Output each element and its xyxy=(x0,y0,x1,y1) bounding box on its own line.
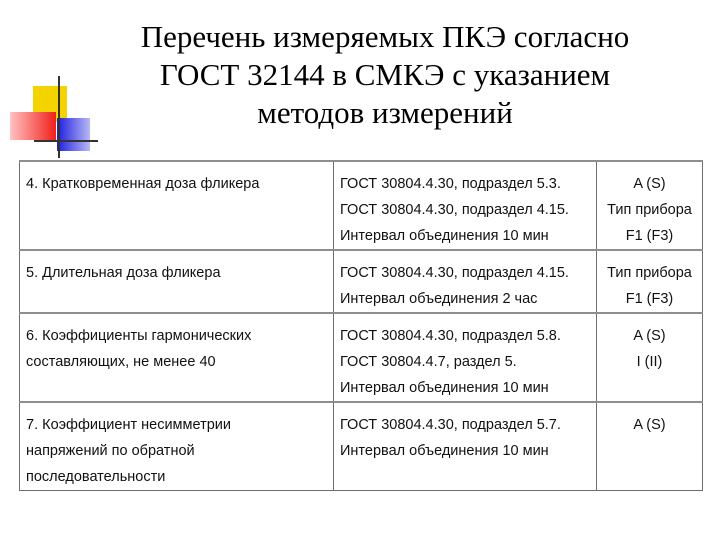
slide-title-line: ГОСТ 32144 в СМКЭ с указанием xyxy=(159,57,611,92)
method-text: ГОСТ 30804.4.30, подраздел 5.3. xyxy=(340,176,561,192)
method-cell xyxy=(334,402,597,491)
slide-title-line: методов измерений xyxy=(257,95,513,130)
device-text: Тип прибора xyxy=(607,202,692,218)
method-text: ГОСТ 30804.4.30, подраздел 5.7. xyxy=(340,417,561,433)
method-cell xyxy=(334,313,597,402)
indicator-cell xyxy=(20,313,334,402)
method-cell xyxy=(334,161,597,250)
indicator-text: 5. Длительная доза фликера xyxy=(26,265,221,281)
decor-blue-square xyxy=(57,118,90,151)
method-cell xyxy=(334,250,597,313)
method-text: ГОСТ 30804.4.7, раздел 5. xyxy=(340,354,517,370)
device-cell xyxy=(597,402,703,491)
method-text: Интервал объединения 10 мин xyxy=(340,380,549,396)
slide-title xyxy=(100,18,670,132)
slide-title-line: Перечень измеряемых ПКЭ согласно xyxy=(140,19,630,54)
method-text: ГОСТ 30804.4.30, подраздел 4.15. xyxy=(340,265,569,281)
indicator-text: последовательности xyxy=(26,469,166,485)
method-text: Интервал объединения 10 мин xyxy=(340,443,549,459)
indicator-text: составляющих, не менее 40 xyxy=(26,354,216,370)
table-row xyxy=(20,161,703,250)
device-text: A (S) xyxy=(633,417,666,433)
indicator-cell xyxy=(20,402,334,491)
method-text: ГОСТ 30804.4.30, подраздел 5.8. xyxy=(340,328,561,344)
pke-table-container xyxy=(19,160,702,491)
pke-table xyxy=(19,160,703,491)
method-text: Интервал объединения 10 мин xyxy=(340,228,549,244)
table-row xyxy=(20,402,703,491)
decor-red-bar xyxy=(10,112,56,140)
table-row xyxy=(20,313,703,402)
device-text: A (S) xyxy=(633,176,666,192)
device-text: F1 (F3) xyxy=(625,228,674,244)
device-text: F1 (F3) xyxy=(625,291,674,307)
decor-vertical-line xyxy=(58,76,60,158)
device-text: A (S) xyxy=(633,328,666,344)
indicator-text: 4. Кратковременная доза фликера xyxy=(26,176,260,192)
device-text: Тип прибора xyxy=(607,265,692,281)
indicator-text: напряжений по обратной xyxy=(26,443,195,459)
indicator-cell xyxy=(20,250,334,313)
table-row xyxy=(20,250,703,313)
device-cell xyxy=(597,313,703,402)
indicator-cell xyxy=(20,161,334,250)
device-text: I (II) xyxy=(636,354,663,370)
method-text: ГОСТ 30804.4.30, подраздел 4.15. xyxy=(340,202,569,218)
device-cell xyxy=(597,250,703,313)
device-cell xyxy=(597,161,703,250)
indicator-text: 7. Коэффициент несимметрии xyxy=(26,417,231,433)
decor-horizontal-line xyxy=(34,140,98,142)
indicator-text: 6. Коэффициенты гармонических xyxy=(26,328,252,344)
method-text: Интервал объединения 2 час xyxy=(340,291,538,307)
